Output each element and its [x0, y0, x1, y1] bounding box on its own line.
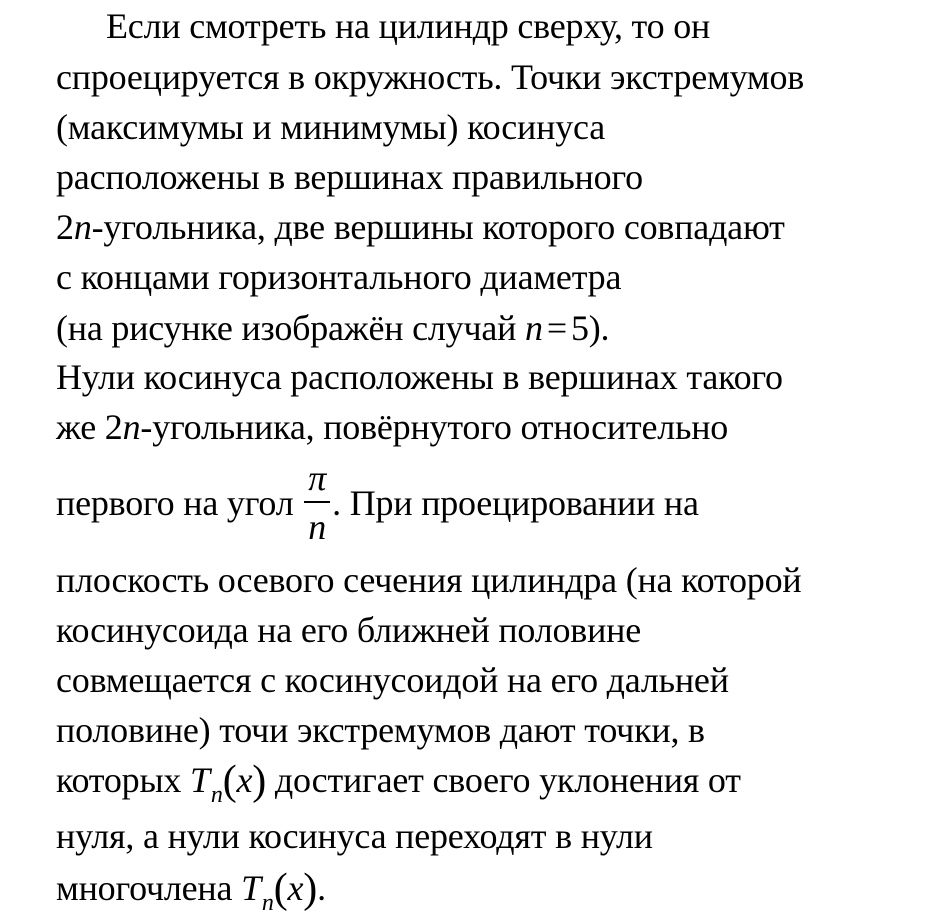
text: Если смотреть на цилиндр сверху, то он: [106, 6, 711, 46]
math-two: 2: [56, 207, 74, 247]
paragraph-line: [56, 866, 326, 916]
text: достигает своего уклонения от: [266, 760, 741, 800]
fraction-numerator: π: [308, 458, 327, 498]
paragraph-line: [56, 259, 621, 295]
text: (максимумы и минимумы) косинуса: [56, 107, 605, 147]
text: плоскость осевого сечения цилиндра (на которой: [56, 560, 802, 600]
paragraph-line: [56, 562, 801, 598]
fraction-bar: [304, 501, 330, 503]
math-lparen: (: [273, 866, 288, 912]
paragraph-line: [56, 310, 609, 346]
paragraph-line: [56, 159, 643, 195]
paragraph-line: [56, 59, 804, 95]
math-equals: =: [546, 308, 567, 348]
math-T: T: [190, 760, 210, 800]
text: -угольника, две вершины которого совпадают: [91, 207, 785, 247]
math-x: x: [287, 868, 304, 908]
text: которых: [56, 760, 191, 800]
text: первого на угол: [56, 482, 303, 523]
math-x: x: [236, 760, 253, 800]
text: многочлена: [56, 868, 242, 908]
math-T: T: [241, 868, 261, 908]
fraction-pi-over-n: [304, 460, 330, 545]
text: . При проецировании на: [332, 482, 699, 523]
math-n: n: [122, 407, 141, 447]
math-five: 5: [570, 308, 589, 348]
math-rparen: ): [252, 758, 267, 804]
paragraph-line: [56, 458, 699, 549]
paragraph-line: [106, 8, 710, 44]
math-rparen: ): [303, 866, 318, 912]
math-subscript-n: n: [261, 890, 274, 916]
text: Нули косинуса расположены в вершинах такого: [56, 357, 783, 397]
math-n: n: [73, 207, 92, 247]
math-two: 2: [104, 407, 123, 447]
text: нуля, а нули косинуса переходят в нули: [56, 816, 653, 856]
text: косинусоида на его ближней половине: [56, 610, 641, 650]
math-lparen: (: [222, 758, 237, 804]
paragraph-line: [56, 612, 641, 648]
text: .: [317, 868, 326, 908]
text: половине) точи экстремумов дают точки, в: [56, 710, 705, 750]
math-n: n: [525, 308, 543, 348]
paragraph-line: [56, 109, 605, 145]
text: же: [56, 407, 105, 447]
text: ).: [588, 308, 610, 348]
text: с концами горизонтального диаметра: [56, 257, 622, 297]
math-subscript-n: n: [210, 782, 223, 808]
text: спроецируется в окружность. Точки экстремумов: [56, 57, 805, 97]
fraction-denominator: n: [308, 507, 327, 547]
text: совмещается с косинусоидой на его дальней: [56, 660, 729, 700]
paragraph-line: [56, 209, 785, 245]
paragraph-line: [56, 409, 728, 445]
paragraph-line: [56, 818, 653, 854]
paragraph-line: [56, 359, 783, 395]
paragraph-line: [56, 712, 705, 748]
paragraph-line: [56, 758, 741, 808]
text: (на рисунке изображён случай: [56, 308, 526, 348]
text: расположены в вершинах правильного: [56, 157, 643, 197]
text: -угольника, повёрнутого относительно: [140, 407, 729, 447]
paragraph-line: [56, 662, 729, 698]
